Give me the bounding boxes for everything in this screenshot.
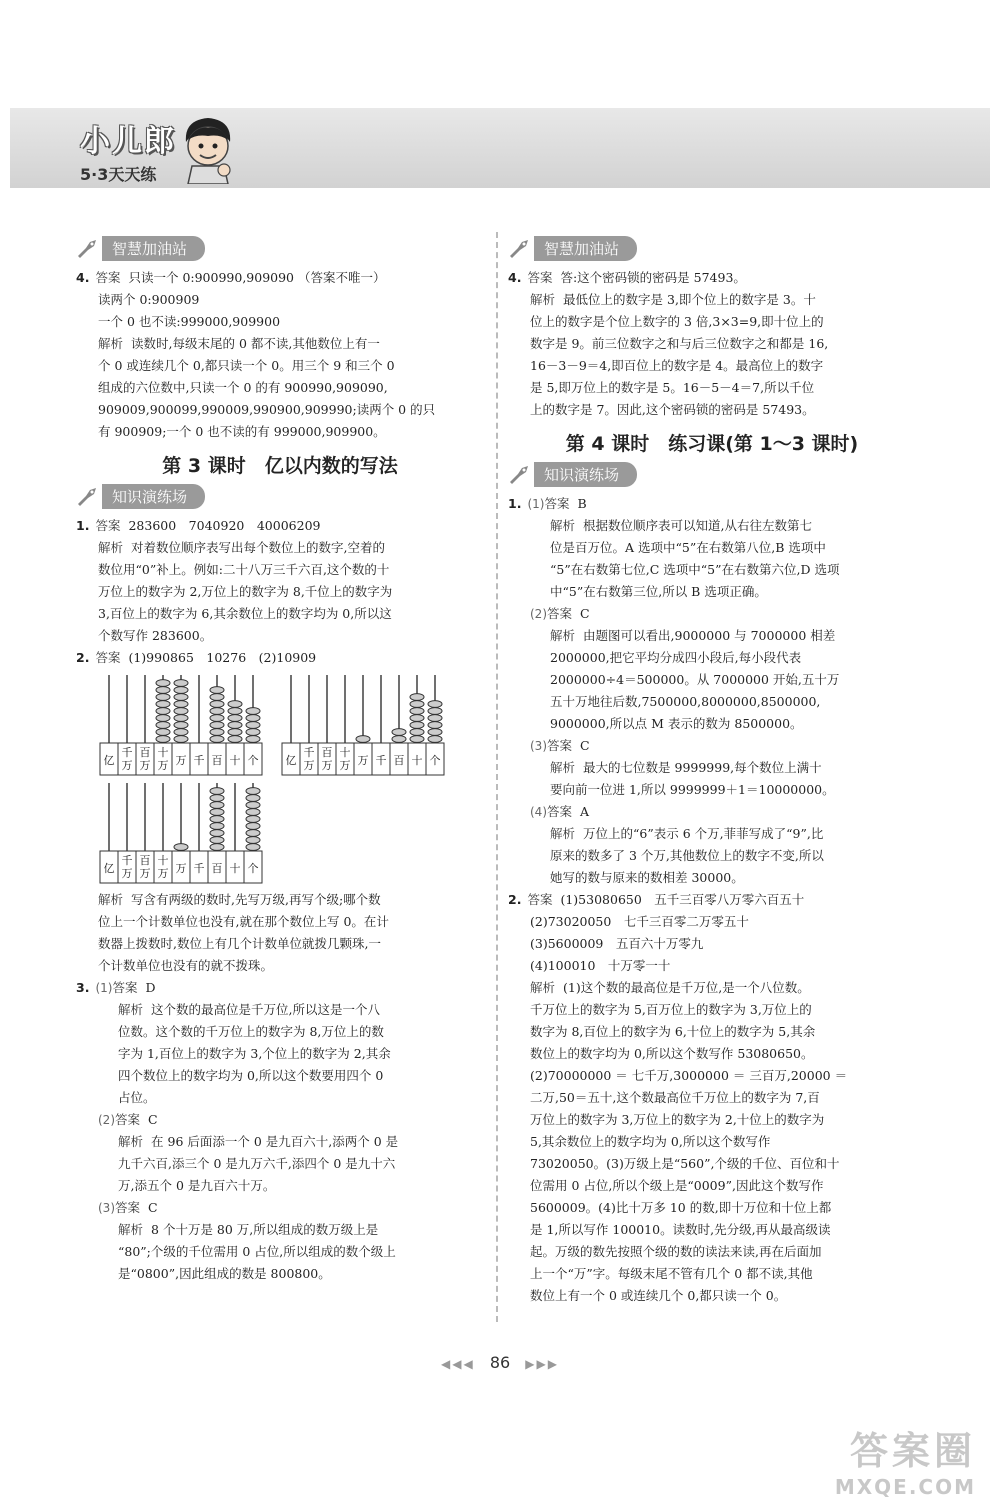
analysis-text: 3,百位上的数字为 6,其余数位上的数字均为 0,所以这 — [98, 606, 392, 621]
abacus-place-label: 万 — [175, 754, 187, 767]
analysis-text: 万,添五个 0 是九百六十万。 — [118, 1178, 276, 1193]
answer-text: 答:这个密码锁的密码是 57493。 — [560, 270, 746, 285]
abacus-bead — [156, 715, 170, 722]
analysis-text: 数位上有一个 0 或连续几个 0,都只读一个 0。 — [530, 1288, 787, 1303]
page-number: 86 — [489, 1353, 511, 1372]
abacus-bead — [246, 729, 260, 736]
answer-text: C — [580, 738, 590, 753]
analysis-text: 原来的数多了 3 个万,其他数位上的数字不变,所以 — [550, 848, 824, 863]
abacus-place-label: 万 — [339, 759, 351, 772]
answer-label: 答案 — [115, 1200, 141, 1215]
abacus-place-label: 千 — [121, 854, 133, 867]
abacus-bead — [228, 701, 242, 708]
abacus-place-label: 万 — [139, 759, 151, 772]
watermark-url: MXQE.COM — [834, 1475, 976, 1499]
analysis-label: 解析 — [118, 1002, 144, 1017]
section-tag: 智慧加油站 — [102, 236, 205, 261]
answer-text: C — [148, 1200, 158, 1215]
abacus-bead — [428, 729, 442, 736]
analysis-text: “80”;个级的千位需用 0 占位,所以组成的数个级上 — [118, 1244, 396, 1259]
abacus-bead — [246, 837, 260, 844]
analysis-text: 是 5,即万位上的数字是 5。16－5－4＝7,所以千位 — [530, 380, 815, 395]
sub-question-number: (2) — [98, 1113, 115, 1127]
abacus-bead — [210, 809, 224, 816]
logo-subtitle: 5·3天天练 — [80, 165, 157, 184]
analysis-text: 这个数的最高位是千万位,所以这是一个八 — [151, 1002, 380, 1017]
abacus-diagram — [98, 781, 264, 885]
section-tag: 智慧加油站 — [534, 236, 637, 261]
answer-text: (1)990865 10276 (2)10909 — [128, 650, 317, 665]
abacus-bead — [174, 722, 188, 729]
abacus-bead — [156, 708, 170, 715]
answer-text: D — [145, 980, 156, 995]
abacus-bead — [210, 729, 224, 736]
rocket-icon — [76, 240, 98, 258]
abacus-place-label: 亿 — [103, 862, 115, 875]
analysis-text: 字为 1,百位上的数字为 3,个位上的数字为 2,其余 — [118, 1046, 391, 1061]
sub-question-number: (3) — [98, 1201, 115, 1215]
answer-label: 答案 — [115, 1112, 141, 1127]
logo-title: 小儿郎 — [80, 124, 176, 159]
abacus-bead — [410, 736, 424, 743]
right-column — [508, 232, 916, 1307]
abacus-bead — [174, 701, 188, 708]
analysis-text: 有 900909;一个 0 也不读的有 999000,909900。 — [98, 424, 386, 439]
abacus-bead — [246, 823, 260, 830]
abacus-bead — [228, 722, 242, 729]
abacus-place-label: 百 — [139, 854, 151, 867]
abacus-bead — [174, 715, 188, 722]
question-number: 2. — [508, 892, 522, 907]
answer-text: B — [577, 496, 587, 511]
analysis-text: 五十万地往后数,7500000,8000000,8500000, — [550, 694, 821, 709]
sub-question-number: (3) — [530, 739, 547, 753]
analysis-text: 2000000÷4＝500000。从 7000000 开始,五十万 — [550, 672, 840, 687]
analysis-text: 数字是 9。前三位数字之和与后三位数字之和都是 16, — [530, 336, 829, 351]
answer-label: 答案 — [544, 496, 570, 511]
abacus-bead — [210, 844, 224, 851]
abacus-bead — [410, 715, 424, 722]
analysis-text: 个计数单位也没有的就不拨珠。 — [98, 958, 274, 973]
watermark — [835, 1420, 976, 1499]
lesson-title: 第 3 课时 亿以内数的写法 — [162, 455, 398, 477]
analysis-text: 对着数位顺序表写出每个数位上的数字,空着的 — [131, 540, 385, 555]
answer-text: 一个 0 也不读:999000,909900 — [98, 314, 281, 329]
abacus-place-label: 十 — [411, 754, 423, 767]
abacus-bead — [210, 830, 224, 837]
abacus-bead — [246, 802, 260, 809]
abacus-place-label: 个 — [247, 862, 259, 875]
abacus-bead — [246, 795, 260, 802]
analysis-text: 73020050。(3)万级上是“560”,个级的千位、百位和十 — [530, 1156, 840, 1171]
abacus-diagram — [98, 673, 264, 777]
abacus-bead — [410, 694, 424, 701]
page-footer — [0, 1353, 1000, 1372]
abacus-bead — [210, 715, 224, 722]
sub-question-number: (1) — [95, 981, 113, 995]
analysis-text: (2)70000000 ＝ 七千万,3000000 ＝ 三百万,20000 ＝ — [530, 1068, 848, 1083]
abacus-bead — [210, 816, 224, 823]
analysis-text: 起。万级的数先按照个级的数的读法来读,再在后面加 — [530, 1244, 822, 1259]
abacus-bead — [174, 680, 188, 687]
question-number: 1. — [508, 496, 522, 511]
question-number: 1. — [76, 518, 90, 533]
rocket-icon — [76, 488, 98, 506]
analysis-text: 万位上的数字为 2,万位上的数字为 8,千位上的数字为 — [98, 584, 393, 599]
abacus-row — [98, 781, 484, 885]
abacus-bead — [246, 830, 260, 837]
abacus-bead — [210, 795, 224, 802]
abacus-bead — [156, 694, 170, 701]
abacus-place-label: 百 — [211, 862, 223, 875]
abacus-place-label: 千 — [375, 754, 387, 767]
abacus-bead — [174, 736, 188, 743]
abacus-bead — [174, 844, 188, 851]
abacus-bead — [428, 708, 442, 715]
abacus-bead — [210, 802, 224, 809]
answer-label: 答案 — [547, 804, 573, 819]
abacus-place-label: 万 — [157, 867, 169, 880]
sub-question-number: (1) — [527, 497, 545, 511]
abacus-bead — [428, 722, 442, 729]
abacus-bead — [392, 729, 406, 736]
brand-logo — [80, 116, 176, 185]
abacus-row — [98, 673, 484, 777]
analysis-label: 解析 — [98, 336, 124, 351]
analysis-text: 最大的七位数是 9999999,每个数位上满十 — [583, 760, 822, 775]
abacus-bead — [210, 708, 224, 715]
answer-label: 答案 — [547, 606, 573, 621]
analysis-text: 上的数字是 7。因此,这个密码锁的密码是 57493。 — [530, 402, 815, 417]
abacus-place-label: 十 — [157, 854, 169, 867]
abacus-bead — [410, 701, 424, 708]
analysis-text: 个数写作 283600。 — [98, 628, 213, 643]
answer-text: 只读一个 0:900990,909090 （答案不唯一） — [128, 270, 386, 285]
analysis-text: 位上的数字是个位上数字的 3 倍,3×3=9,即十位上的 — [530, 314, 824, 329]
analysis-label: 解析 — [118, 1134, 144, 1149]
abacus-bead — [246, 708, 260, 715]
analysis-text: 909009,900099,990009,990900,909990;读两个 0 的只 — [98, 402, 436, 417]
analysis-text: 她写的数与原来的数相差 30000。 — [550, 870, 744, 885]
answer-text: A — [580, 804, 590, 819]
analysis-label: 解析 — [550, 628, 576, 643]
rocket-icon — [508, 466, 530, 484]
abacus-bead — [210, 722, 224, 729]
analysis-text: 由题图可以看出,9000000 与 7000000 相差 — [583, 628, 836, 643]
analysis-text: 数器上拨数时,数位上有几个计数单位就拨几颗珠,一 — [98, 936, 381, 951]
analysis-text: 9000000,所以点 M 表示的数为 8500000。 — [550, 716, 803, 731]
abacus-place-label: 百 — [211, 754, 223, 767]
answer-text: (1)53080650 五千三百零八万零六百五十 — [560, 892, 805, 907]
analysis-label: 解析 — [550, 760, 576, 775]
abacus-bead — [246, 722, 260, 729]
analysis-label: 解析 — [530, 980, 556, 995]
abacus-place-label: 亿 — [285, 754, 297, 767]
analysis-text: 是 1,所以写作 100010。读数时,先分级,再从最高级读 — [530, 1222, 831, 1237]
analysis-text: 数位用“0”补上。例如:二十八万三千六百,这个数的十 — [98, 562, 390, 577]
analysis-text: 5,其余数位上的数字均为 0,所以这个数写作 — [530, 1134, 771, 1149]
abacus-bead — [392, 736, 406, 743]
abacus-place-label: 千 — [193, 754, 205, 767]
analysis-label: 解析 — [530, 292, 556, 307]
abacus-place-label: 万 — [357, 754, 369, 767]
abacus-place-label: 千 — [193, 862, 205, 875]
analysis-text: 最低位上的数字是 3,即个位上的数字是 3。十 — [563, 292, 816, 307]
analysis-label: 解析 — [550, 826, 576, 841]
section-header-wisdom — [508, 236, 916, 261]
analysis-text: 在 96 后面添一个 0 是九百六十,添两个 0 是 — [151, 1134, 399, 1149]
answer-label: 答案 — [112, 980, 138, 995]
question-number: 4. — [76, 270, 90, 285]
column-divider — [496, 232, 498, 1322]
answer-label: 答案 — [527, 892, 553, 907]
abacus-diagram — [280, 673, 446, 777]
abacus-bead — [156, 722, 170, 729]
analysis-text: “5”在右数第七位,C 选项中“5”在右数第六位,D 选项 — [550, 562, 840, 577]
abacus-place-label: 万 — [321, 759, 333, 772]
analysis-label: 解析 — [550, 518, 576, 533]
abacus-bead — [210, 694, 224, 701]
abacus-bead — [174, 694, 188, 701]
analysis-label: 解析 — [98, 892, 124, 907]
abacus-bead — [246, 816, 260, 823]
analysis-text: 16－3－9＝4,即百位上的数字是 4。最高位上的数字 — [530, 358, 824, 373]
rocket-icon — [508, 240, 530, 258]
answer-label: 答案 — [547, 738, 573, 753]
abacus-bead — [428, 736, 442, 743]
abacus-place-label: 百 — [139, 746, 151, 759]
section-header-wisdom — [76, 236, 484, 261]
analysis-text: 写含有两级的数时,先写万级,再写个级;哪个数 — [131, 892, 381, 907]
section-header-practice — [76, 484, 484, 509]
abacus-bead — [246, 715, 260, 722]
abacus-place-label: 百 — [321, 746, 333, 759]
analysis-text: 个 0 或连续几个 0,都只读一个 0。用三个 9 和三个 0 — [98, 358, 395, 373]
analysis-text: 位数。这个数的千万位上的数字为 8,万位上的数 — [118, 1024, 384, 1039]
abacus-place-label: 千 — [121, 746, 133, 759]
abacus-bead — [228, 729, 242, 736]
analysis-text: 位是百万位。A 选项中“5”在右数第八位,B 选项中 — [550, 540, 826, 555]
abacus-place-label: 万 — [303, 759, 315, 772]
abacus-place-label: 十 — [157, 746, 169, 759]
abacus-place-label: 十 — [229, 862, 241, 875]
analysis-text: (1)这个数的最高位是千万位,是一个八位数。 — [563, 980, 810, 995]
abacus-bead — [246, 844, 260, 851]
abacus-place-label: 个 — [429, 754, 441, 767]
right-arrows-icon: ▶▶▶ — [525, 1357, 559, 1371]
left-column — [76, 232, 484, 1285]
answer-label: 答案 — [527, 270, 553, 285]
abacus-place-label: 亿 — [103, 754, 115, 767]
answer-text: (2)73020050 七千三百零二万零五十 — [530, 914, 749, 929]
analysis-label: 解析 — [98, 540, 124, 555]
abacus-bead — [228, 715, 242, 722]
answer-text: (3)5600009 五百六十万零九 — [530, 936, 704, 951]
abacus-bead — [228, 708, 242, 715]
abacus-place-label: 万 — [139, 867, 151, 880]
analysis-text: 位上一个计数单位也没有,就在那个数位上写 0。在计 — [98, 914, 389, 929]
abacus-bead — [410, 722, 424, 729]
abacus-bead — [428, 715, 442, 722]
abacus-bead — [410, 729, 424, 736]
abacus-bead — [210, 788, 224, 795]
section-header-practice — [508, 462, 916, 487]
analysis-text: 千万位上的数字为 5,百万位上的数字为 3,万位上的 — [530, 1002, 812, 1017]
abacus-place-label: 个 — [247, 754, 259, 767]
analysis-text: 位需用 0 占位,所以个级上是“0009”,因此这个数写作 — [530, 1178, 824, 1193]
abacus-bead — [246, 736, 260, 743]
abacus-bead — [174, 687, 188, 694]
abacus-bead — [210, 823, 224, 830]
abacus-place-label: 十 — [339, 746, 351, 759]
answer-label: 答案 — [95, 650, 121, 665]
left-arrows-icon: ◀◀◀ — [441, 1357, 475, 1371]
answer-text: C — [148, 1112, 158, 1127]
answer-text: C — [580, 606, 590, 621]
abacus-bead — [246, 788, 260, 795]
analysis-text: 万位上的“6”表示 6 个万,菲菲写成了“9”,比 — [583, 826, 824, 841]
abacus-bead — [156, 729, 170, 736]
answer-text: 283600 7040920 40006209 — [128, 518, 321, 533]
analysis-text: 是“0800”,因此组成的数是 800800。 — [118, 1266, 331, 1281]
analysis-text: 数字为 8,百位上的数字为 6,十位上的数字为 5,其余 — [530, 1024, 816, 1039]
abacus-place-label: 万 — [121, 759, 133, 772]
section-tag: 知识演练场 — [534, 462, 637, 487]
answer-text: 读两个 0:900909 — [98, 292, 200, 307]
analysis-text: 中“5”在右数第三位,所以 B 选项正确。 — [550, 584, 767, 599]
abacus-place-label: 万 — [175, 862, 187, 875]
abacus-bead — [156, 701, 170, 708]
answer-label: 答案 — [95, 270, 121, 285]
analysis-text: 上一个“万”字。每级末尾不管有几个 0 都不读,其他 — [530, 1266, 813, 1281]
abacus-bead — [174, 708, 188, 715]
answer-text: (4)100010 十万零一十 — [530, 958, 671, 973]
abacus-bead — [356, 736, 370, 743]
analysis-text: 九千六百,添三个 0 是九万六千,添四个 0 是九十六 — [118, 1156, 396, 1171]
abacus-place-label: 万 — [157, 759, 169, 772]
abacus-place-label: 十 — [229, 754, 241, 767]
sub-question-number: (4) — [530, 805, 547, 819]
abacus-bead — [210, 701, 224, 708]
abacus-bead — [246, 809, 260, 816]
analysis-text: 5600009。(4)比十万多 10 的数,即十万位和十位上都 — [530, 1200, 832, 1215]
analysis-text: 要向前一位进 1,所以 9999999＋1＝10000000。 — [550, 782, 835, 797]
abacus-bead — [156, 680, 170, 687]
analysis-text: 二万,50＝五十,这个数最高位千万位上的数字为 7,百 — [530, 1090, 820, 1105]
mascot-boy-icon — [178, 114, 238, 184]
abacus-bead — [156, 736, 170, 743]
question-number: 2. — [76, 650, 90, 665]
abacus-bead — [210, 736, 224, 743]
question-number: 4. — [508, 270, 522, 285]
answer-label: 答案 — [95, 518, 121, 533]
abacus-bead — [156, 687, 170, 694]
sub-question-number: (2) — [530, 607, 547, 621]
analysis-text: 2000000,把它平均分成四小段后,每小段代表 — [550, 650, 802, 665]
abacus-bead — [210, 837, 224, 844]
watermark-title: 答案圈 — [849, 1429, 976, 1473]
lesson-title: 第 4 课时 练习课(第 1～3 课时) — [565, 433, 859, 455]
analysis-text: 占位。 — [118, 1090, 156, 1105]
section-tag: 知识演练场 — [102, 484, 205, 509]
analysis-text: 四个数位上的数字均为 0,所以这个数要用四个 0 — [118, 1068, 384, 1083]
analysis-text: 根据数位顺序表可以知道,从右往左数第七 — [583, 518, 812, 533]
analysis-label: 解析 — [118, 1222, 144, 1237]
header-banner — [10, 108, 990, 188]
abacus-place-label: 千 — [303, 746, 315, 759]
abacus-bead — [428, 701, 442, 708]
analysis-text: 读数时,每级末尾的 0 都不读,其他数位上有一 — [131, 336, 380, 351]
analysis-text: 组成的六位数中,只读一个 0 的有 900990,909090, — [98, 380, 388, 395]
analysis-text: 数位上的数字均为 0,所以这个数写作 53080650。 — [530, 1046, 814, 1061]
abacus-bead — [174, 729, 188, 736]
analysis-text: 8 个十万是 80 万,所以组成的数万级上是 — [151, 1222, 379, 1237]
abacus-bead — [410, 708, 424, 715]
abacus-place-label: 万 — [121, 867, 133, 880]
analysis-text: 万位上的数字为 3,万位上的数字为 2,十位上的数字为 — [530, 1112, 825, 1127]
abacus-bead — [228, 736, 242, 743]
question-number: 3. — [76, 980, 90, 995]
abacus-bead — [210, 687, 224, 694]
abacus-place-label: 百 — [393, 754, 405, 767]
